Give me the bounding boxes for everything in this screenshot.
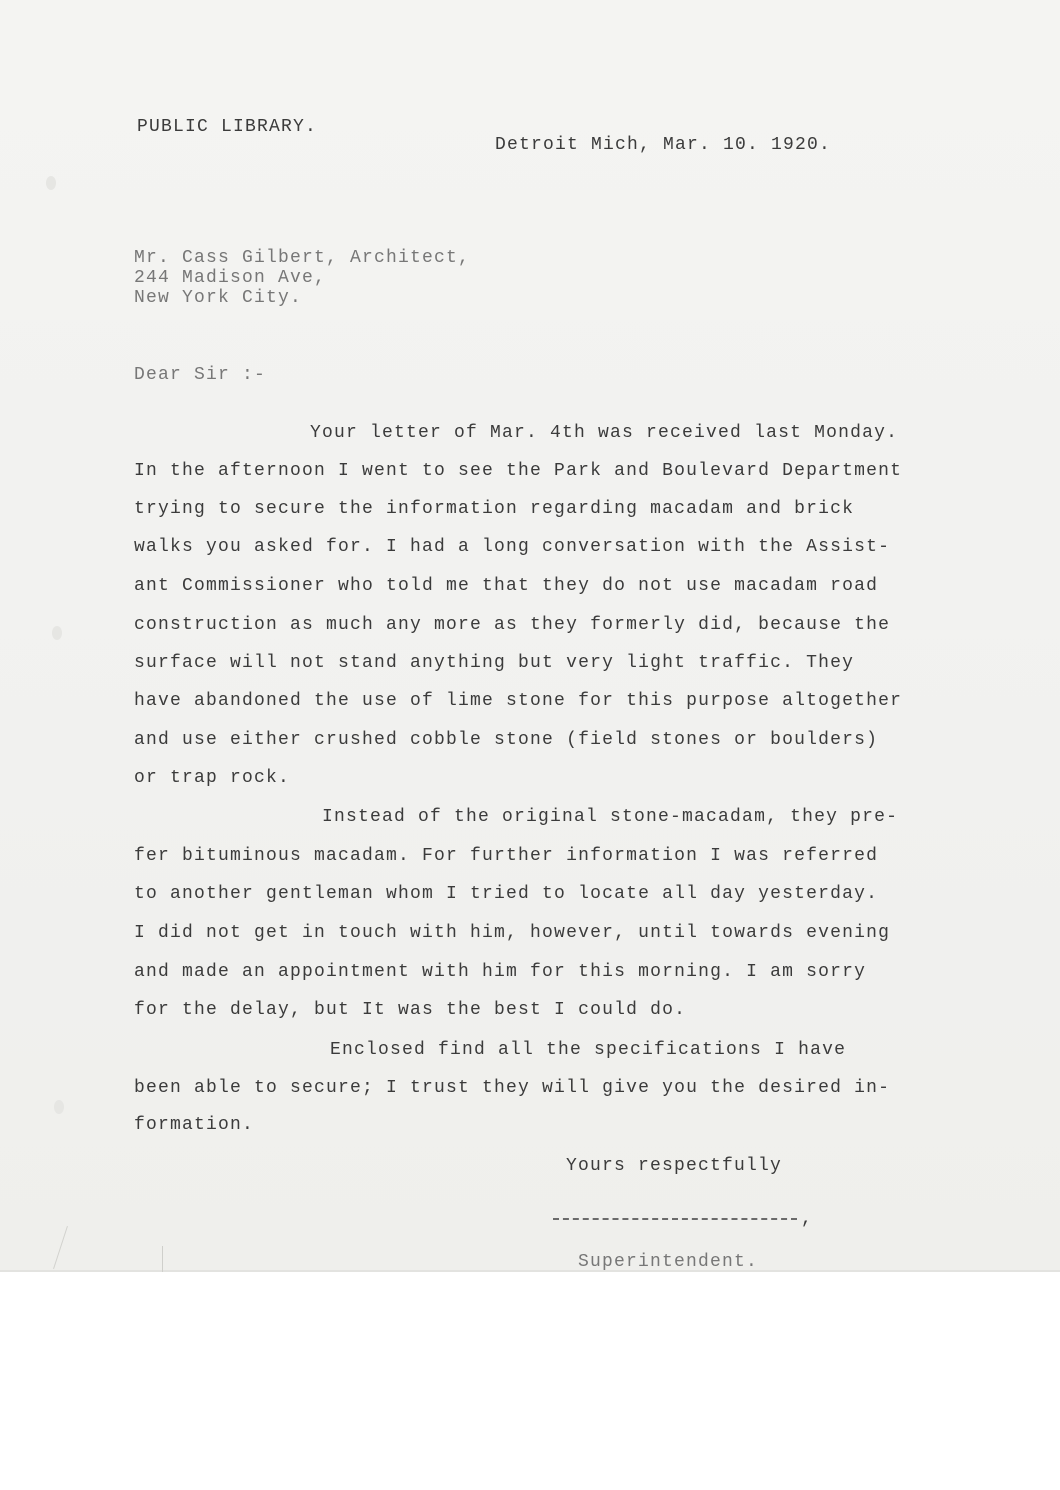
body-line: for the delay, but It was the best I could do. — [134, 1000, 687, 1020]
body-line: I did not get in touch with him, however, until towards evening — [134, 923, 891, 943]
salutation: Dear Sir :- — [134, 365, 267, 385]
body-line: Your letter of Mar. 4th was received last Monday. — [310, 423, 899, 443]
paper-mark — [162, 1246, 163, 1272]
body-line: been able to secure; I trust they will give you the desired in- — [134, 1078, 891, 1098]
body-line: Enclosed find all the specifications I have — [330, 1040, 847, 1060]
body-line: have abandoned the use of lime stone for this purpose altogether — [134, 691, 903, 711]
body-line: trying to secure the information regarding macadam and brick — [134, 499, 855, 519]
body-line: and use either crushed cobble stone (field stones or boulders) — [134, 730, 879, 750]
signature-line — [553, 1218, 797, 1220]
paper-bottom-edge — [0, 1270, 1060, 1272]
recipient-line-2: 244 Madison Ave, — [134, 268, 327, 288]
punch-hole-mark — [54, 1100, 64, 1114]
body-line: to another gentleman whom I tried to locate all day yesterday. — [134, 884, 879, 904]
punch-hole-mark — [46, 176, 56, 190]
closing: Yours respectfully — [566, 1156, 783, 1176]
body-line: fer bituminous macadam. For further information I was referred — [134, 846, 879, 866]
place-date: Detroit Mich, Mar. 10. 1920. — [495, 135, 832, 155]
body-line: formation. — [134, 1115, 255, 1135]
recipient-line-3: New York City. — [134, 288, 303, 308]
punch-hole-mark — [52, 626, 62, 640]
body-line: surface will not stand anything but very light traffic. They — [134, 653, 855, 673]
body-line: and made an appointment with him for this morning. I am sorry — [134, 962, 867, 982]
signature-comma: , — [801, 1209, 814, 1229]
recipient-line-1: Mr. Cass Gilbert, Architect, — [134, 248, 471, 268]
body-line: Instead of the original stone-macadam, they pre- — [322, 807, 899, 827]
body-line: walks you asked for. I had a long conversation with the Assist- — [134, 537, 891, 557]
body-line: ant Commissioner who told me that they do not use macadam road — [134, 576, 879, 596]
letterhead: PUBLIC LIBRARY. — [137, 117, 318, 137]
body-line: or trap rock. — [134, 768, 291, 788]
body-line: In the afternoon I went to see the Park and Boulevard Department — [134, 461, 903, 481]
signature-title: Superintendent. — [578, 1252, 759, 1272]
body-line: construction as much any more as they formerly did, because the — [134, 615, 891, 635]
